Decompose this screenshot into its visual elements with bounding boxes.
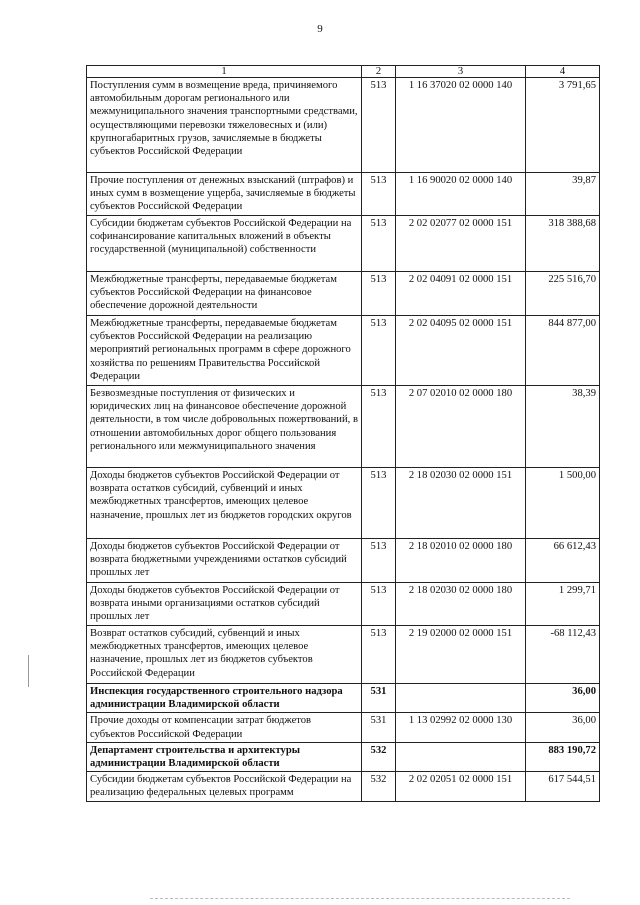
row-name: Доходы бюджетов субъектов Российской Федерации от возврата бюджетными учреждениями остатков субсидий прошлых лет xyxy=(87,539,362,583)
table-row xyxy=(87,216,600,272)
section-admin-code: 531 xyxy=(362,684,396,713)
row-admin-code: 513 xyxy=(362,216,396,272)
table-row xyxy=(87,173,600,216)
row-name: Возврат остатков субсидий, субвенций и иных межбюджетных трансфертов, имеющих целевое назначение, прошлых лет из бюджетов субъектов Российской Федерации xyxy=(87,626,362,684)
row-name: Межбюджетные трансферты, передаваемые бюджетам субъектов Российской Федерации на реализацию мероприятий региональных программ в сфере дорожного хозяйства по решениям Правительства Российской Федерации xyxy=(87,316,362,386)
row-admin-code: 531 xyxy=(362,713,396,742)
row-name: Доходы бюджетов субъектов Российской Федерации от возврата остатков субсидий, субвенций и иных межбюджетных трансфертов, имеющих целевое назначение, прошлых лет из бюджетов городских округов xyxy=(87,468,362,539)
row-admin-code: 513 xyxy=(362,583,396,626)
row-amount: 318 388,68 xyxy=(526,216,600,272)
row-budget-code: 2 02 02077 02 0000 151 xyxy=(396,216,526,272)
table-header-row xyxy=(87,66,600,78)
section-amount: 883 190,72 xyxy=(526,742,600,771)
table-row-section xyxy=(87,742,600,771)
section-budget-code xyxy=(396,742,526,771)
row-budget-code: 2 18 02030 02 0000 151 xyxy=(396,468,526,539)
row-name: Субсидии бюджетам субъектов Российской Федерации на реализацию федеральных целевых программ xyxy=(87,772,362,801)
revenue-table xyxy=(86,65,600,802)
row-name: Прочие поступления от денежных взысканий (штрафов) и иных сумм в возмещение ущерба, зачисляемые в бюджеты субъектов Российской Федерации xyxy=(87,173,362,216)
row-amount: 225 516,70 xyxy=(526,272,600,316)
row-amount: 3 791,65 xyxy=(526,78,600,173)
margin-mark xyxy=(28,655,29,687)
row-admin-code: 513 xyxy=(362,173,396,216)
table-row xyxy=(87,583,600,626)
table-row xyxy=(87,468,600,539)
row-name: Межбюджетные трансферты, передаваемые бюджетам субъектов Российской Федерации на финансовое обеспечение дорожной деятельности xyxy=(87,272,362,316)
section-name: Инспекция государственного строительного надзора администрации Владимирской области xyxy=(87,684,362,713)
header-col-3: 3 xyxy=(396,66,526,78)
row-name: Прочие доходы от компенсации затрат бюджетов субъектов Российской Федерации xyxy=(87,713,362,742)
table-row xyxy=(87,386,600,468)
row-budget-code: 2 18 02010 02 0000 180 xyxy=(396,539,526,583)
row-amount: 1 299,71 xyxy=(526,583,600,626)
header-col-1: 1 xyxy=(87,66,362,78)
row-admin-code: 513 xyxy=(362,78,396,173)
table-row xyxy=(87,539,600,583)
row-admin-code: 513 xyxy=(362,316,396,386)
row-admin-code: 513 xyxy=(362,272,396,316)
row-admin-code: 513 xyxy=(362,539,396,583)
header-col-2: 2 xyxy=(362,66,396,78)
row-amount: 617 544,51 xyxy=(526,772,600,801)
section-admin-code: 532 xyxy=(362,742,396,771)
row-name: Безвозмездные поступления от физических и юридических лиц на финансовое обеспечение дорожной деятельности, в том числе добровольных пожертвований, в отношении автомобильных дорог общего пользования регионального или межмуниципального значения xyxy=(87,386,362,468)
row-amount: 844 877,00 xyxy=(526,316,600,386)
row-budget-code: 1 13 02992 02 0000 130 xyxy=(396,713,526,742)
row-name: Поступления сумм в возмещение вреда, причиняемого автомобильным дорогам регионального или межмуниципального значения транспортными средствами, осуществляющими перевозки тяжеловесных и (или) крупногабаритных грузов, зачисляемые в бюджеты субъектов Российской Федерации xyxy=(87,78,362,173)
row-amount: 66 612,43 xyxy=(526,539,600,583)
table-row xyxy=(87,272,600,316)
row-admin-code: 532 xyxy=(362,772,396,801)
row-budget-code: 2 02 04091 02 0000 151 xyxy=(396,272,526,316)
page-number: 9 xyxy=(317,23,323,35)
row-budget-code: 2 02 04095 02 0000 151 xyxy=(396,316,526,386)
table-row-section xyxy=(87,684,600,713)
bottom-edge-rule xyxy=(150,898,570,900)
row-admin-code: 513 xyxy=(362,626,396,684)
table-row xyxy=(87,772,600,801)
row-budget-code: 2 07 02010 02 0000 180 xyxy=(396,386,526,468)
table-row xyxy=(87,316,600,386)
section-budget-code xyxy=(396,684,526,713)
row-amount: -68 112,43 xyxy=(526,626,600,684)
row-budget-code: 1 16 90020 02 0000 140 xyxy=(396,173,526,216)
row-budget-code: 1 16 37020 02 0000 140 xyxy=(396,78,526,173)
row-name: Доходы бюджетов субъектов Российской Федерации от возврата иными организациями остатков субсидий прошлых лет xyxy=(87,583,362,626)
row-budget-code: 2 02 02051 02 0000 151 xyxy=(396,772,526,801)
header-col-4: 4 xyxy=(526,66,600,78)
table-row xyxy=(87,713,600,742)
row-budget-code: 2 19 02000 02 0000 151 xyxy=(396,626,526,684)
table-row xyxy=(87,78,600,173)
row-admin-code: 513 xyxy=(362,468,396,539)
table-row xyxy=(87,626,600,684)
row-amount: 36,00 xyxy=(526,713,600,742)
row-amount: 1 500,00 xyxy=(526,468,600,539)
row-admin-code: 513 xyxy=(362,386,396,468)
row-amount: 38,39 xyxy=(526,386,600,468)
section-name: Департамент строительства и архитектуры администрации Владимирской области xyxy=(87,742,362,771)
row-amount: 39,87 xyxy=(526,173,600,216)
row-name: Субсидии бюджетам субъектов Российской Федерации на софинансирование капитальных вложений в объекты государственной (муниципальной) собственности xyxy=(87,216,362,272)
row-budget-code: 2 18 02030 02 0000 180 xyxy=(396,583,526,626)
section-amount: 36,00 xyxy=(526,684,600,713)
